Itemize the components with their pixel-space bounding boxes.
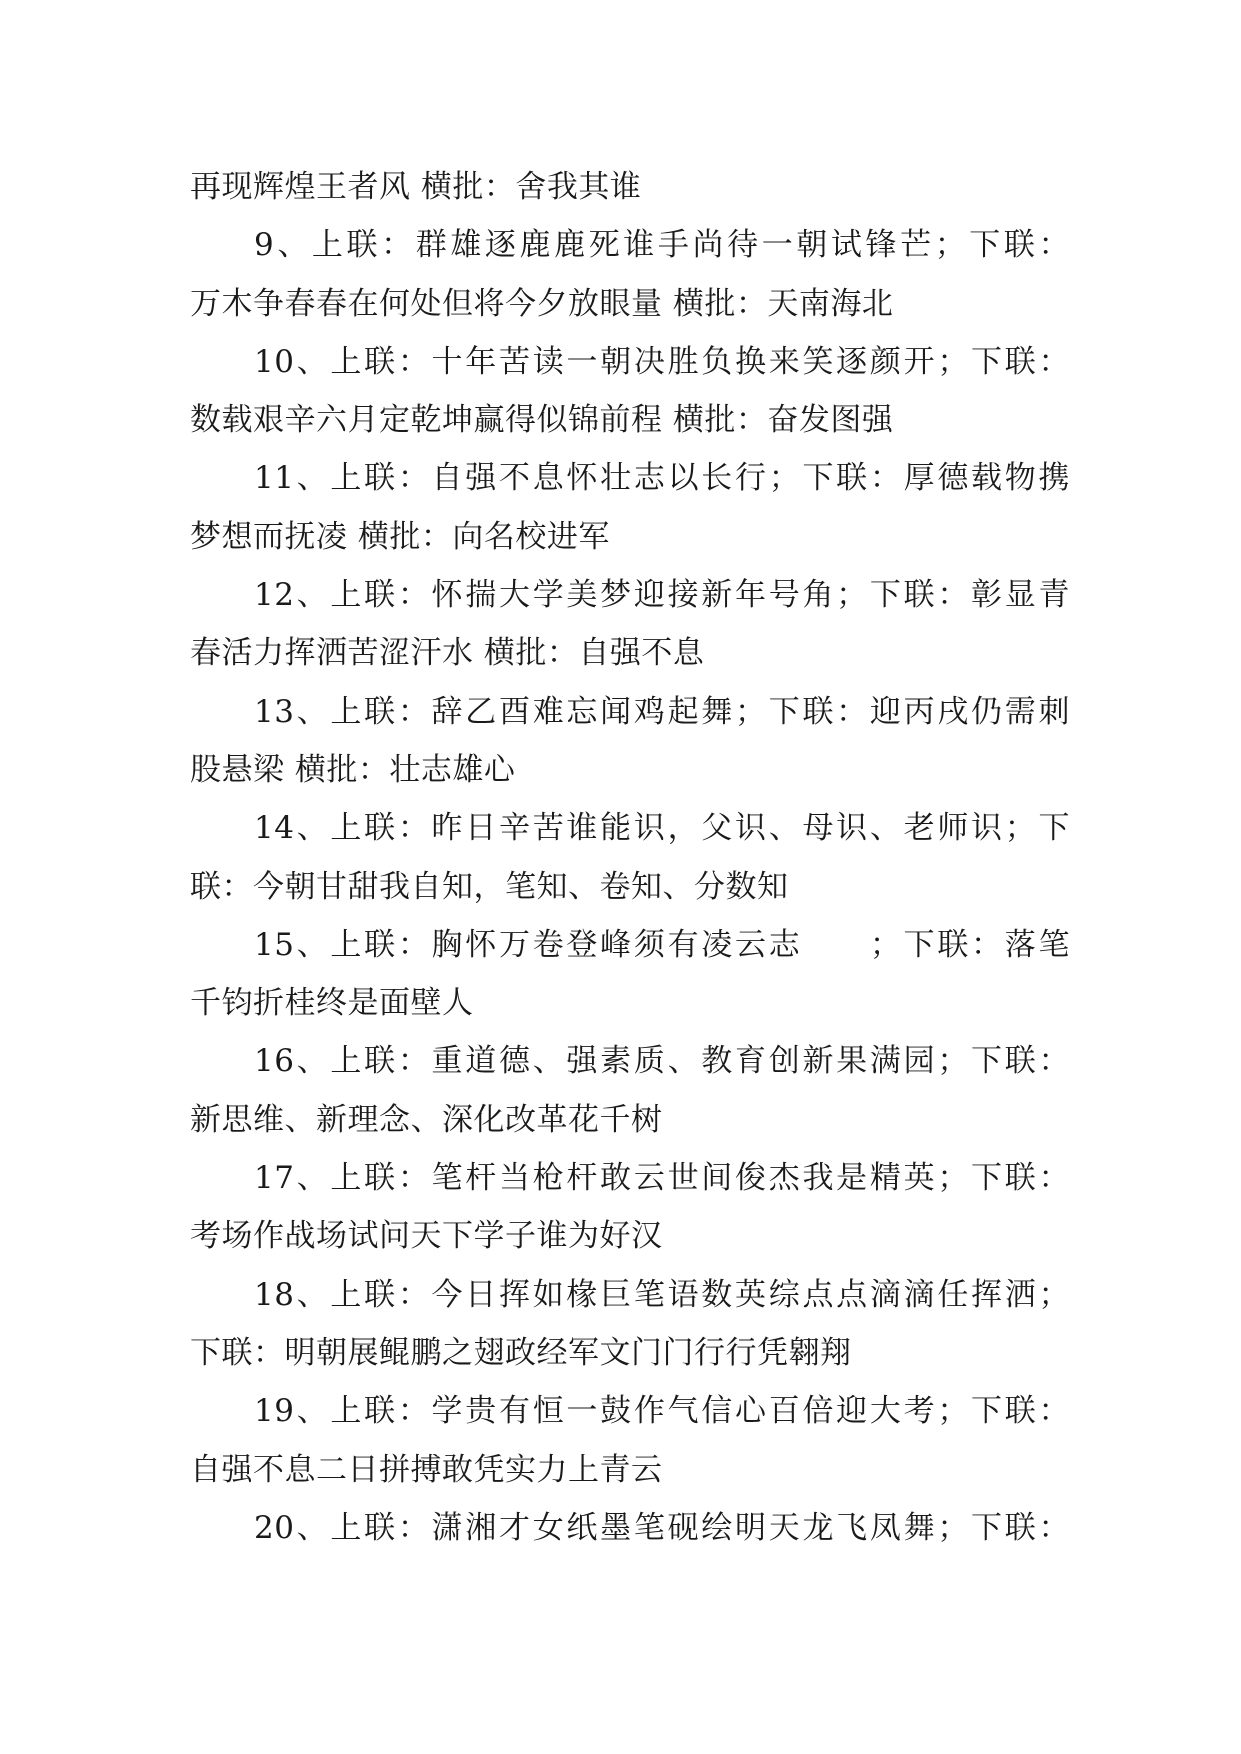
couplet-continuation-line: 数载艰辛六月定乾坤赢得似锦前程 横批：奋发图强 <box>190 402 894 439</box>
couplet-item-line: 18、上联：今日挥如椽巨笔语数英综点点滴滴任挥洒； <box>254 1276 1070 1313</box>
couplet-continuation-line: 再现辉煌王者风 横批：舍我其谁 <box>190 169 642 205</box>
couplet-continuation-line: 新思维、新理念、深化改革花千树 <box>190 1101 663 1138</box>
couplet-continuation-line: 联：今朝甘甜我自知，笔知、卷知、分数知 <box>190 868 789 905</box>
couplet-continuation-line: 考场作战场试问天下学子谁为好汉 <box>190 1218 663 1255</box>
couplet-item-line: 9、上联：群雄逐鹿鹿死谁手尚待一朝试锋芒；下联： <box>254 227 1070 264</box>
couplet-continuation-line: 下联：明朝展鲲鹏之翅政经军文门门行行凭翱翔 <box>190 1334 852 1371</box>
couplet-item-line: 17、上联：笔杆当枪杆敢云世间俊杰我是精英；下联： <box>254 1160 1070 1197</box>
couplet-item-line: 13、上联：辞乙酉难忘闻鸡起舞；下联：迎丙戌仍需刺 <box>254 693 1070 730</box>
couplet-continuation-line: 万木争春春在何处但将今夕放眼量 横批：天南海北 <box>190 285 894 322</box>
couplet-continuation-line: 自强不息二日拼搏敢凭实力上青云 <box>190 1451 663 1488</box>
document-body <box>190 158 1070 1557</box>
couplet-item-line: 12、上联：怀揣大学美梦迎接新年号角；下联：彰显青 <box>254 577 1070 614</box>
couplet-item-line: 14、上联：昨日辛苦谁能识，父识、母识、老师识；下 <box>254 810 1070 847</box>
couplet-item-line: 15、上联：胸怀万卷登峰须有凌云志 ；下联：落笔 <box>254 926 1070 963</box>
couplet-item-line: 11、上联：自强不息怀壮志以长行；下联：厚德载物携 <box>254 460 1070 497</box>
couplet-continuation-line: 股悬梁 横批：壮志雄心 <box>190 751 516 788</box>
couplet-item-line: 19、上联：学贵有恒一鼓作气信心百倍迎大考；下联： <box>254 1393 1070 1430</box>
couplet-continuation-line: 千钧折桂终是面壁人 <box>190 985 474 1022</box>
couplet-continuation-line: 梦想而抚凌 横批：向名校进军 <box>190 518 610 555</box>
couplet-item-line: 16、上联：重道德、强素质、教育创新果满园；下联： <box>254 1043 1070 1080</box>
couplet-item-line: 10、上联：十年苦读一朝决胜负换来笑逐颜开；下联： <box>254 343 1070 380</box>
couplet-continuation-line: 春活力挥洒苦涩汗水 横批：自强不息 <box>190 635 705 672</box>
couplet-item-line: 20、上联：潇湘才女纸墨笔砚绘明天龙飞凤舞；下联： <box>254 1509 1070 1546</box>
